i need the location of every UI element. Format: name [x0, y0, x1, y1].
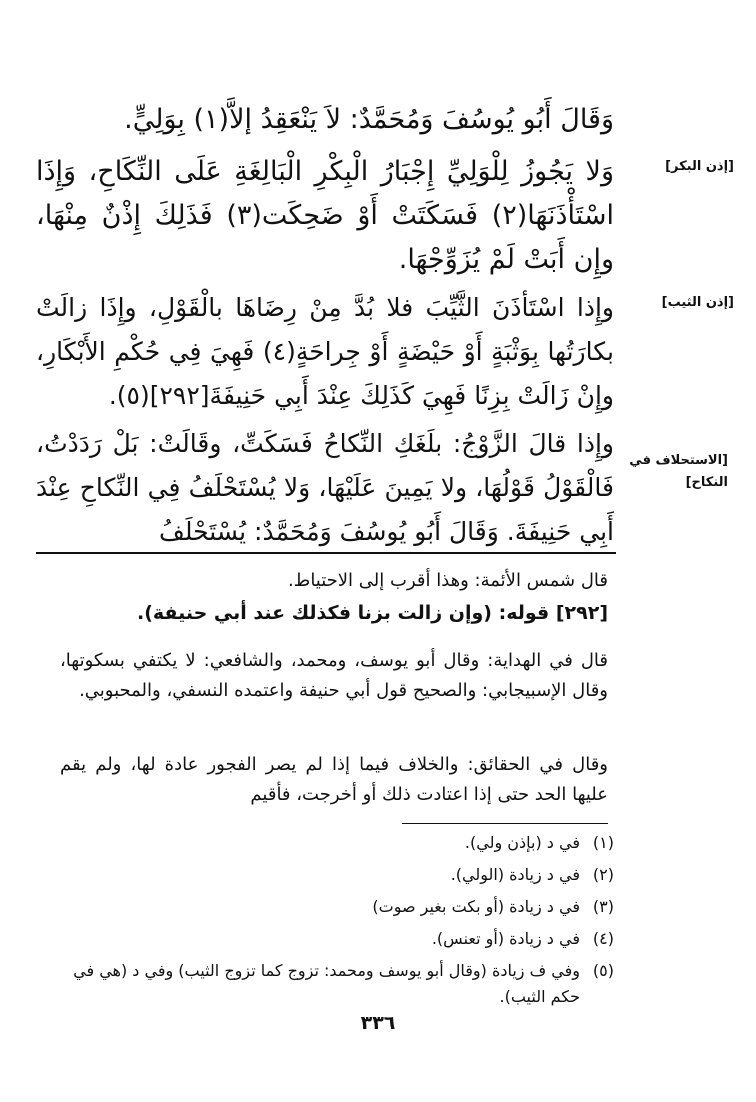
margin-note-oath-in-marriage: [الاستحلاف في النكاح]	[629, 453, 728, 490]
sharh-line-1: قال شمس الأئمة: وهذا أقرب إلى الاحتياط.	[287, 570, 608, 591]
footnote-divider	[402, 823, 608, 824]
footnote-4	[60, 926, 614, 952]
footnote-number: (٥)	[592, 961, 614, 980]
matn-paragraph-4: وإِذا قالَ الزَّوْجُ: بلَغَكِ النِّكاحُ فَسَكَتِّ، وقَالَتْ: بَلْ رَدَدْتُ، فَالْقَوْلُ قَوْلُهَا، ولا يَمِينَ عَلَيْهَا، وَلا يُسْتَحْلَفُ فِي النِّكاحِ عِنْدَ أَبِي حَنِيفَةَ. وَقَالَ أَبُو يُوسُفَ وَمُحَمَّدٌ: يُسْتَحْلَفُ	[36, 429, 614, 546]
footnote-number: (٤)	[592, 929, 614, 948]
footnote-number: (٣)	[592, 897, 614, 916]
footnote-text: في د زيادة (أو تعنس).	[431, 929, 580, 948]
matn-paragraph-1: وَقَالَ أَبُو يُوسُفَ وَمُحَمَّدٌ: لاَ يَنْعَقِدُ إلاَّ(١) بِوَلِيٍّ.	[124, 104, 614, 135]
matn-commentary-divider	[36, 552, 616, 554]
footnote-number: (٢)	[592, 865, 614, 884]
footnote-2	[60, 862, 614, 888]
page-number: ٣٣٦	[360, 1012, 396, 1034]
footnote-3	[60, 894, 614, 920]
margin-note-virgin-permission: [إذن البكر]	[665, 159, 734, 174]
footnote-1	[60, 830, 614, 856]
footnote-text: في د زيادة (الولي).	[450, 865, 580, 884]
footnote-5	[60, 958, 614, 1010]
sharh-paragraph-1: قال في الهداية: وقال أبو يوسف، ومحمد، والشافعي: لا يكتفي بسكوتها، وقال الإسبيجابي: والصحيح قول أبي حنيفة واعتمده النسفي، والمحبوبي.	[60, 650, 608, 701]
footnote-text: في د زيادة (أو بكت بغير صوت)	[372, 897, 580, 916]
margin-note-previously-married-permission: [إذن الثيب]	[661, 295, 734, 310]
footnote-text: وفي ف زيادة (وقال أبو يوسف ومحمد: تزوج كما تزوج الثيب) وفي د (هي في حكم الثيب).	[73, 961, 580, 1006]
matn-paragraph-2: وَلا يَجُوزُ لِلْوَلِيِّ إِجْبَارُ الْبِكْرِ الْبَالِغَةِ عَلَى النِّكَاحِ، وَإِذَا اسْتَأْذَنَهَا(٢) فَسَكَتَتْ أَوْ ضَحِكَت(٣) فَذَلِكَ إِذْنٌ مِنْهَا، وإِن أَبَتْ لَمْ يُزَوِّجْهَا.	[36, 156, 614, 275]
matn-paragraph-3: وإِذا اسْتَأذَنَ الثَّيِّبَ فلا بُدَّ مِنْ رِضَاهَا بالْقَوْلِ، وإِذَا زالَتْ بكارَتُها بِوَثْبَةٍ أَوْ حَيْضَةٍ أَوْ جِراحَةٍ(٤) فَهِيَ فِي حُكْمِ الأَبْكَارِ، وإِنْ زَالَتْ بِزِنًا فَهِيَ كَذَلِكَ عِنْدَ أَبِي حَنِيفَةَ[٢٩٢](٥).	[36, 293, 614, 410]
footnote-text: في د (بإذن ولي).	[464, 833, 580, 852]
footnote-number: (١)	[592, 833, 614, 852]
sharh-paragraph-2: وقال في الحقائق: والخلاف فيما إذا لم يصر الفجور عادة لها، ولم يقم عليها الحد حتى إذا اعتادت ذلك أو أخرجت، فأقيم	[60, 754, 608, 805]
sharh-heading-292: [٢٩٢] قوله: (وإن زالت بزنا فكذلك عند أبي حنيفة).	[136, 602, 608, 624]
